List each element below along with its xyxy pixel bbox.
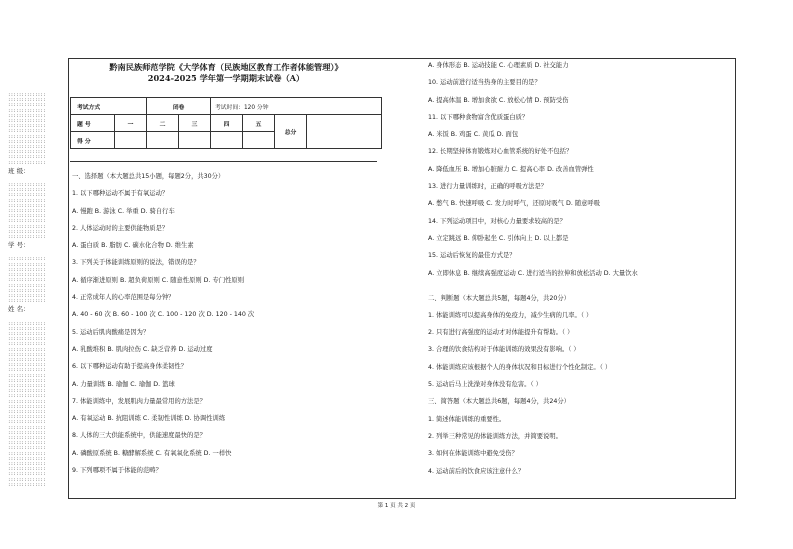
question-line: 2. 列举三种常见的体能训练方法，并简要说明。 xyxy=(428,432,562,440)
binding-margin xyxy=(8,92,62,522)
divider xyxy=(70,161,377,162)
binding-dots: :::::::::::::: :::::::::::::: :::::::::::::: :::::::::::::: :::::::::::::: :::::::::::::: :::::::::::::: :::::::::::::: :::::::::::::: xyxy=(8,256,46,304)
options-line: A. 蛋白质 B. 脂肪 C. 碳水化合物 D. 维生素 xyxy=(72,242,194,250)
question-line: 15. 运动后恢复的最佳方式是？ xyxy=(428,252,516,260)
question-line: 2. 只有进行高强度的运动才对体能提升有帮助。（ ） xyxy=(428,329,574,337)
left-column xyxy=(72,168,380,479)
options-line: A. 乳酸堆积 B. 肌肉拉伤 C. 缺乏营养 D. 运动过度 xyxy=(72,345,213,353)
question-line: 12. 长期坚持体育锻炼对心血管系统的好处不包括？ xyxy=(428,148,573,156)
question-line: 14. 下列运动项目中，对核心力量要求较高的是？ xyxy=(428,217,566,225)
student-id-label: 学 号： xyxy=(8,241,30,250)
question-line: 4. 正常成年人的心率范围是每分钟？ xyxy=(72,294,175,302)
class-label: 班 级： xyxy=(8,166,30,175)
question-line: 9. 下列哪项不属于体能的范畴？ xyxy=(72,467,162,475)
score-cell xyxy=(243,132,275,149)
question-line: 8. 人体的三大供能系统中，供能速度最快的是？ xyxy=(72,432,206,440)
question-line: 3. 如何在体能训练中避免受伤？ xyxy=(428,450,518,458)
score-label: 得 分 xyxy=(71,132,115,149)
question-line: 7. 体能训练中，发展肌肉力量最常用的方法是？ xyxy=(72,397,206,405)
question-line: 10. 运动前进行适当热身的主要目的是？ xyxy=(428,79,541,87)
question-line: 3. 合理的饮食结构对于体能训练的效果没有影响。（ ） xyxy=(428,346,580,354)
col-header: 二 xyxy=(147,115,179,132)
exam-time: 考试时间：120 分钟 xyxy=(211,98,382,115)
col-header: 一 xyxy=(115,115,147,132)
binding-dots: :::::::::::::: :::::::::::::: :::::::::::::: :::::::::::::: :::::::::::::: :::::::::::::: :::::::::::::: :::::::::::::: :::::::::::::: :::::::::::::: :::::::::::::: :::::::::::::: :::::::::::::: :::::::::::::: :::::::::::::: :::::::::::::: :::::::::::::: :::::::::::::: :::::::::::::: :::::::::::::: :::::::::::::: :::::::::::::: :::::::::::::: :::::::::::::: :::::::::::::: :::::::::::::: :::::::::::::: :::::::::::::: :::::::::::::: :::::::::::::: :::::::::::::: :::::::::::::: xyxy=(8,320,46,487)
question-line: 6. 以下哪种运动有助于提高身体柔韧性？ xyxy=(72,363,188,371)
name-label: 姓 名： xyxy=(8,305,30,314)
options-line: A. 身体形态 B. 运动技能 C. 心理素质 D. 社交能力 xyxy=(428,62,569,69)
options-line: A. 米饭 B. 鸡蛋 C. 黄瓜 D. 面包 xyxy=(428,131,519,139)
options-line: A. 40 - 60 次 B. 60 - 100 次 C. 100 - 120 次 D. 120 - 140 次 xyxy=(72,311,255,319)
page-footer: 第 1 页 共 2 页 xyxy=(377,503,416,509)
question-line: 5. 运动后马上洗澡对身体没有危害。（ ） xyxy=(428,381,542,389)
question-line: 4. 运动前后的饮食应该注意什么？ xyxy=(428,467,525,475)
question-line: 11. 以下哪种食物富含优质蛋白质？ xyxy=(428,113,529,121)
binding-dots: :::::::::::::: :::::::::::::: :::::::::::::: :::::::::::::: :::::::::::::: :::::::::::::: :::::::::::::: :::::::::::::: :::::::::::::: :::::::::::::: :::::::::::::: :::::::::::::: :::::::::::::: :::::::::::::: xyxy=(8,92,46,165)
exam-method-label: 考试方式 xyxy=(71,98,147,115)
section-heading: 二、判断题（本大题总共5题，每题4分，共20分） xyxy=(428,294,570,302)
question-number-row xyxy=(71,115,382,132)
options-line: A. 立即休息 B. 继续高强度运动 C. 进行适当的拉伸和放松活动 D. 大量饮水 xyxy=(428,269,638,277)
question-line: 1. 体能训练可以提高身体的免疫力，减少生病的几率。（ ） xyxy=(428,311,593,319)
exam-header xyxy=(72,62,380,84)
score-table xyxy=(70,97,382,149)
exam-title: 黔南民族师范学院《大学体育（民族地区教育工作者体能管理）》 xyxy=(109,62,343,72)
section-heading: 三、简答题（本大题总共6题，每题4分，共24分） xyxy=(428,398,570,406)
question-line: 2. 人体运动时的主要供能物质是？ xyxy=(72,224,169,232)
col-header: 五 xyxy=(243,115,275,132)
score-cell xyxy=(115,132,147,149)
right-column xyxy=(428,57,734,480)
col-header: 三 xyxy=(179,115,211,132)
options-line: A. 力量训练 B. 瑜伽 C. 瑜伽 D. 篮球 xyxy=(72,380,175,388)
question-line: 4. 体能训练应该根据个人的身体状况和目标进行个性化制定。（ ） xyxy=(428,363,612,371)
col-header: 四 xyxy=(211,115,243,132)
question-line: 5. 运动后肌肉酸痛是因为？ xyxy=(72,328,150,336)
options-line: A. 循序渐进原则 B. 超负荷原则 C. 随意性原则 D. 专门性原则 xyxy=(72,276,245,284)
question-line: 1. 以下哪种运动不属于有氧运动？ xyxy=(72,190,169,198)
options-line: A. 慢跑 B. 游泳 C. 举重 D. 骑自行车 xyxy=(72,207,175,215)
info-row xyxy=(71,98,382,115)
options-line: A. 立定跳远 B. 仰卧起坐 C. 引体向上 D. 以上都是 xyxy=(428,234,569,242)
question-line: 3. 下列关于体能训练原则的说法，错误的是？ xyxy=(72,259,200,267)
options-line: A. 降低血压 B. 增加心脏耐力 C. 提高心率 D. 改善血管弹性 xyxy=(428,165,594,173)
section-heading: 一、选择题（本大题总共15小题，每题2分，共30分） xyxy=(72,173,225,180)
options-line: A. 磷酸原系统 B. 糖酵解系统 C. 有氧氧化系统 D. 一样快 xyxy=(72,449,232,457)
question-no-label: 题 号 xyxy=(71,115,115,132)
question-line: 1. 简述体能训练的重要性。 xyxy=(428,415,506,423)
options-line: A. 提高体温 B. 增加食欲 C. 放松心情 D. 预防受伤 xyxy=(428,96,569,104)
binding-dots: :::::::::::::: :::::::::::::: :::::::::::::: :::::::::::::: :::::::::::::: :::::::::::::: :::::::::::::: :::::::::::::: :::::::::::::: :::::::::::::: :::::::::::::: xyxy=(8,182,46,240)
total-label: 总分 xyxy=(275,115,307,149)
options-line: A. 有氧运动 B. 抗阻训练 C. 柔韧性训练 D. 协调性训练 xyxy=(72,415,226,423)
score-cell xyxy=(147,132,179,149)
score-cell xyxy=(179,132,211,149)
total-cell xyxy=(307,115,382,149)
question-line: 13. 进行力量训练时，正确的呼吸方法是？ xyxy=(428,183,548,191)
score-cell xyxy=(211,132,243,149)
options-line: A. 憋气 B. 快速呼吸 C. 发力时呼气，还原时吸气 D. 随意呼吸 xyxy=(428,200,601,208)
exam-method-value: 闭卷 xyxy=(147,98,211,115)
exam-subtitle: 2024-2025 学年第一学期期末试卷（A） xyxy=(147,73,305,83)
